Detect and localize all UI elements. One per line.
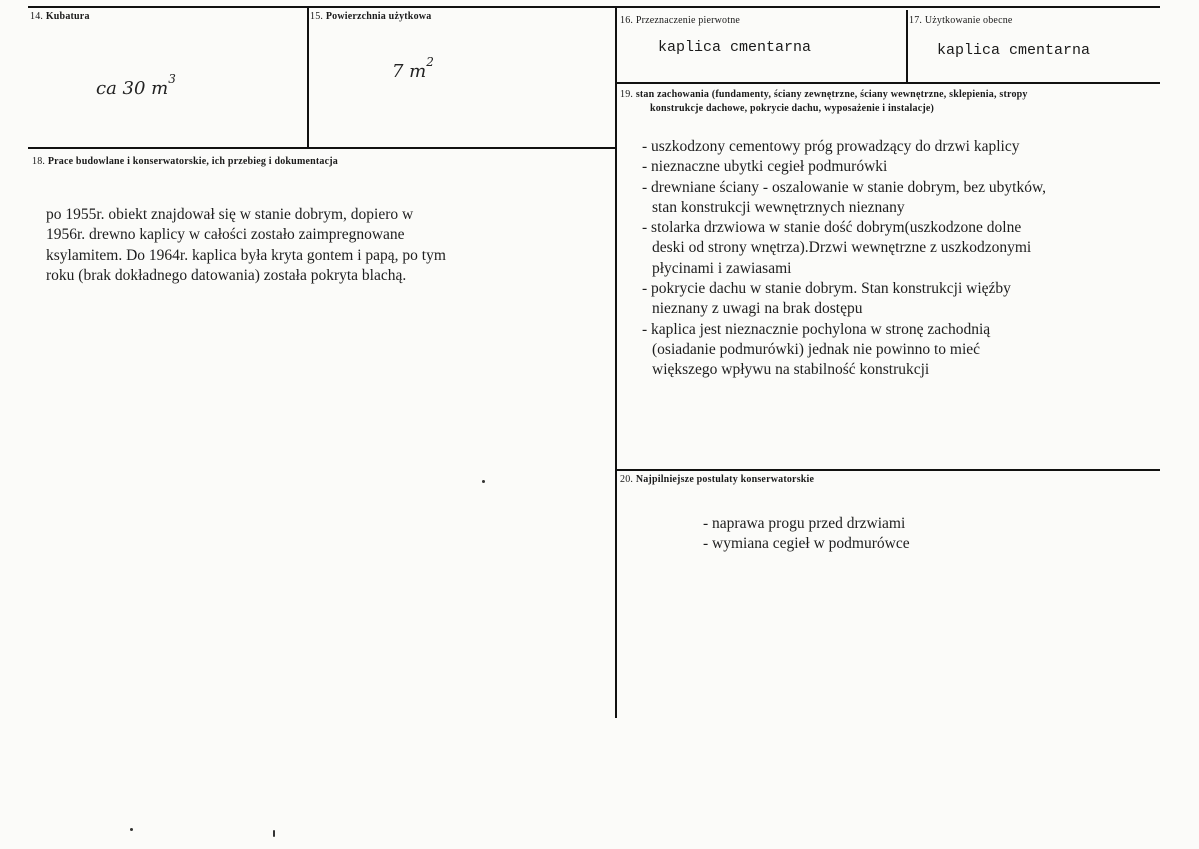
divider-main-vertical xyxy=(615,6,617,718)
field-19-line: nieznany z uwagi na brak dostępu xyxy=(652,300,863,318)
field-19-label-continued: konstrukcje dachowe, pokrycie dachu, wyposażenie i instalacje) xyxy=(650,103,935,114)
divider-16-17 xyxy=(906,10,908,82)
field-19-line: - drewniane ściany - oszalowanie w stanie dobrym, bez ubytków, xyxy=(642,178,1047,196)
field-14-value: ca 30 $m^3$ xyxy=(96,72,176,99)
field-19-text xyxy=(642,137,1046,381)
divider-row1-right xyxy=(617,82,1160,84)
field-14-label: 14. Kubatura xyxy=(30,11,90,22)
field-18-line: ksylamitem. Do 1964r. kaplica była kryta gontem i papą, po tym xyxy=(46,246,446,264)
field-19-line: stan konstrukcji wewnętrznych nieznany xyxy=(652,198,905,216)
field-20-line: - naprawa progu przed drzwiami xyxy=(703,515,906,532)
divider-row1-left xyxy=(28,147,616,149)
field-20-text xyxy=(703,514,910,555)
field-19-line: - nieznaczne ubytki cegieł podmurówki xyxy=(642,158,888,176)
field-18-line: 1956r. drewno kaplicy w całości zostało zaimpregnowane xyxy=(46,226,405,244)
field-18-line: po 1955r. obiekt znajdował się w stanie dobrym, dopiero w xyxy=(46,206,414,223)
field-19-line: - kaplica jest nieznacznie pochylona w stronę zachodnią xyxy=(642,320,991,338)
field-19-line: - pokrycie dachu w stanie dobrym. Stan konstrukcji więźby xyxy=(642,280,1011,298)
field-19-line: płycinami i zawiasami xyxy=(652,259,792,277)
field-20-label: 20. Najpilniejsze postulaty konserwatorskie xyxy=(620,474,815,485)
scan-speck xyxy=(482,480,485,483)
divider-19-20 xyxy=(617,469,1160,471)
field-20-line: - wymiana cegieł w podmurówce xyxy=(703,535,910,553)
field-18-line: roku (brak dokładnego datowania) została pokryta blachą. xyxy=(46,266,407,284)
scan-speck xyxy=(130,828,133,831)
top-border-line xyxy=(28,6,1160,8)
field-18-label: 18. Prace budowlane i konserwatorskie, ich przebieg i dokumentacja xyxy=(32,156,338,167)
field-15-value: 7 $m^2$ xyxy=(392,55,434,82)
field-19-line: większego wpływu na stabilność konstrukcji xyxy=(652,361,930,379)
scan-speck xyxy=(273,830,275,837)
field-19-line: - uszkodzony cementowy próg prowadzący do drzwi kaplicy xyxy=(642,138,1020,155)
field-19-label: 19. stan zachowania (fundamenty, ściany zewnętrzne, ściany wewnętrzne, sklepienia, stropy xyxy=(620,89,1028,100)
field-18-text xyxy=(46,205,446,286)
field-16-label: 16. Przeznaczenie pierwotne xyxy=(620,15,741,26)
field-17-value: kaplica cmentarna xyxy=(937,42,1091,59)
field-17-label: 17. Użytkowanie obecne xyxy=(909,15,1013,26)
field-19-line: deski od strony wnętrza).Drzwi wewnętrzne z uszkodzonymi xyxy=(652,239,1032,257)
field-19-line: - stolarka drzwiowa w stanie dość dobrym(uszkodzone dolne xyxy=(642,219,1022,237)
field-16-value: kaplica cmentarna xyxy=(658,39,812,56)
field-15-label: 15. Powierzchnia użytkowa xyxy=(310,11,432,22)
divider-14-15 xyxy=(307,6,309,147)
field-19-line: (osiadanie podmurówki) jednak nie powinno to mieć xyxy=(652,340,981,358)
